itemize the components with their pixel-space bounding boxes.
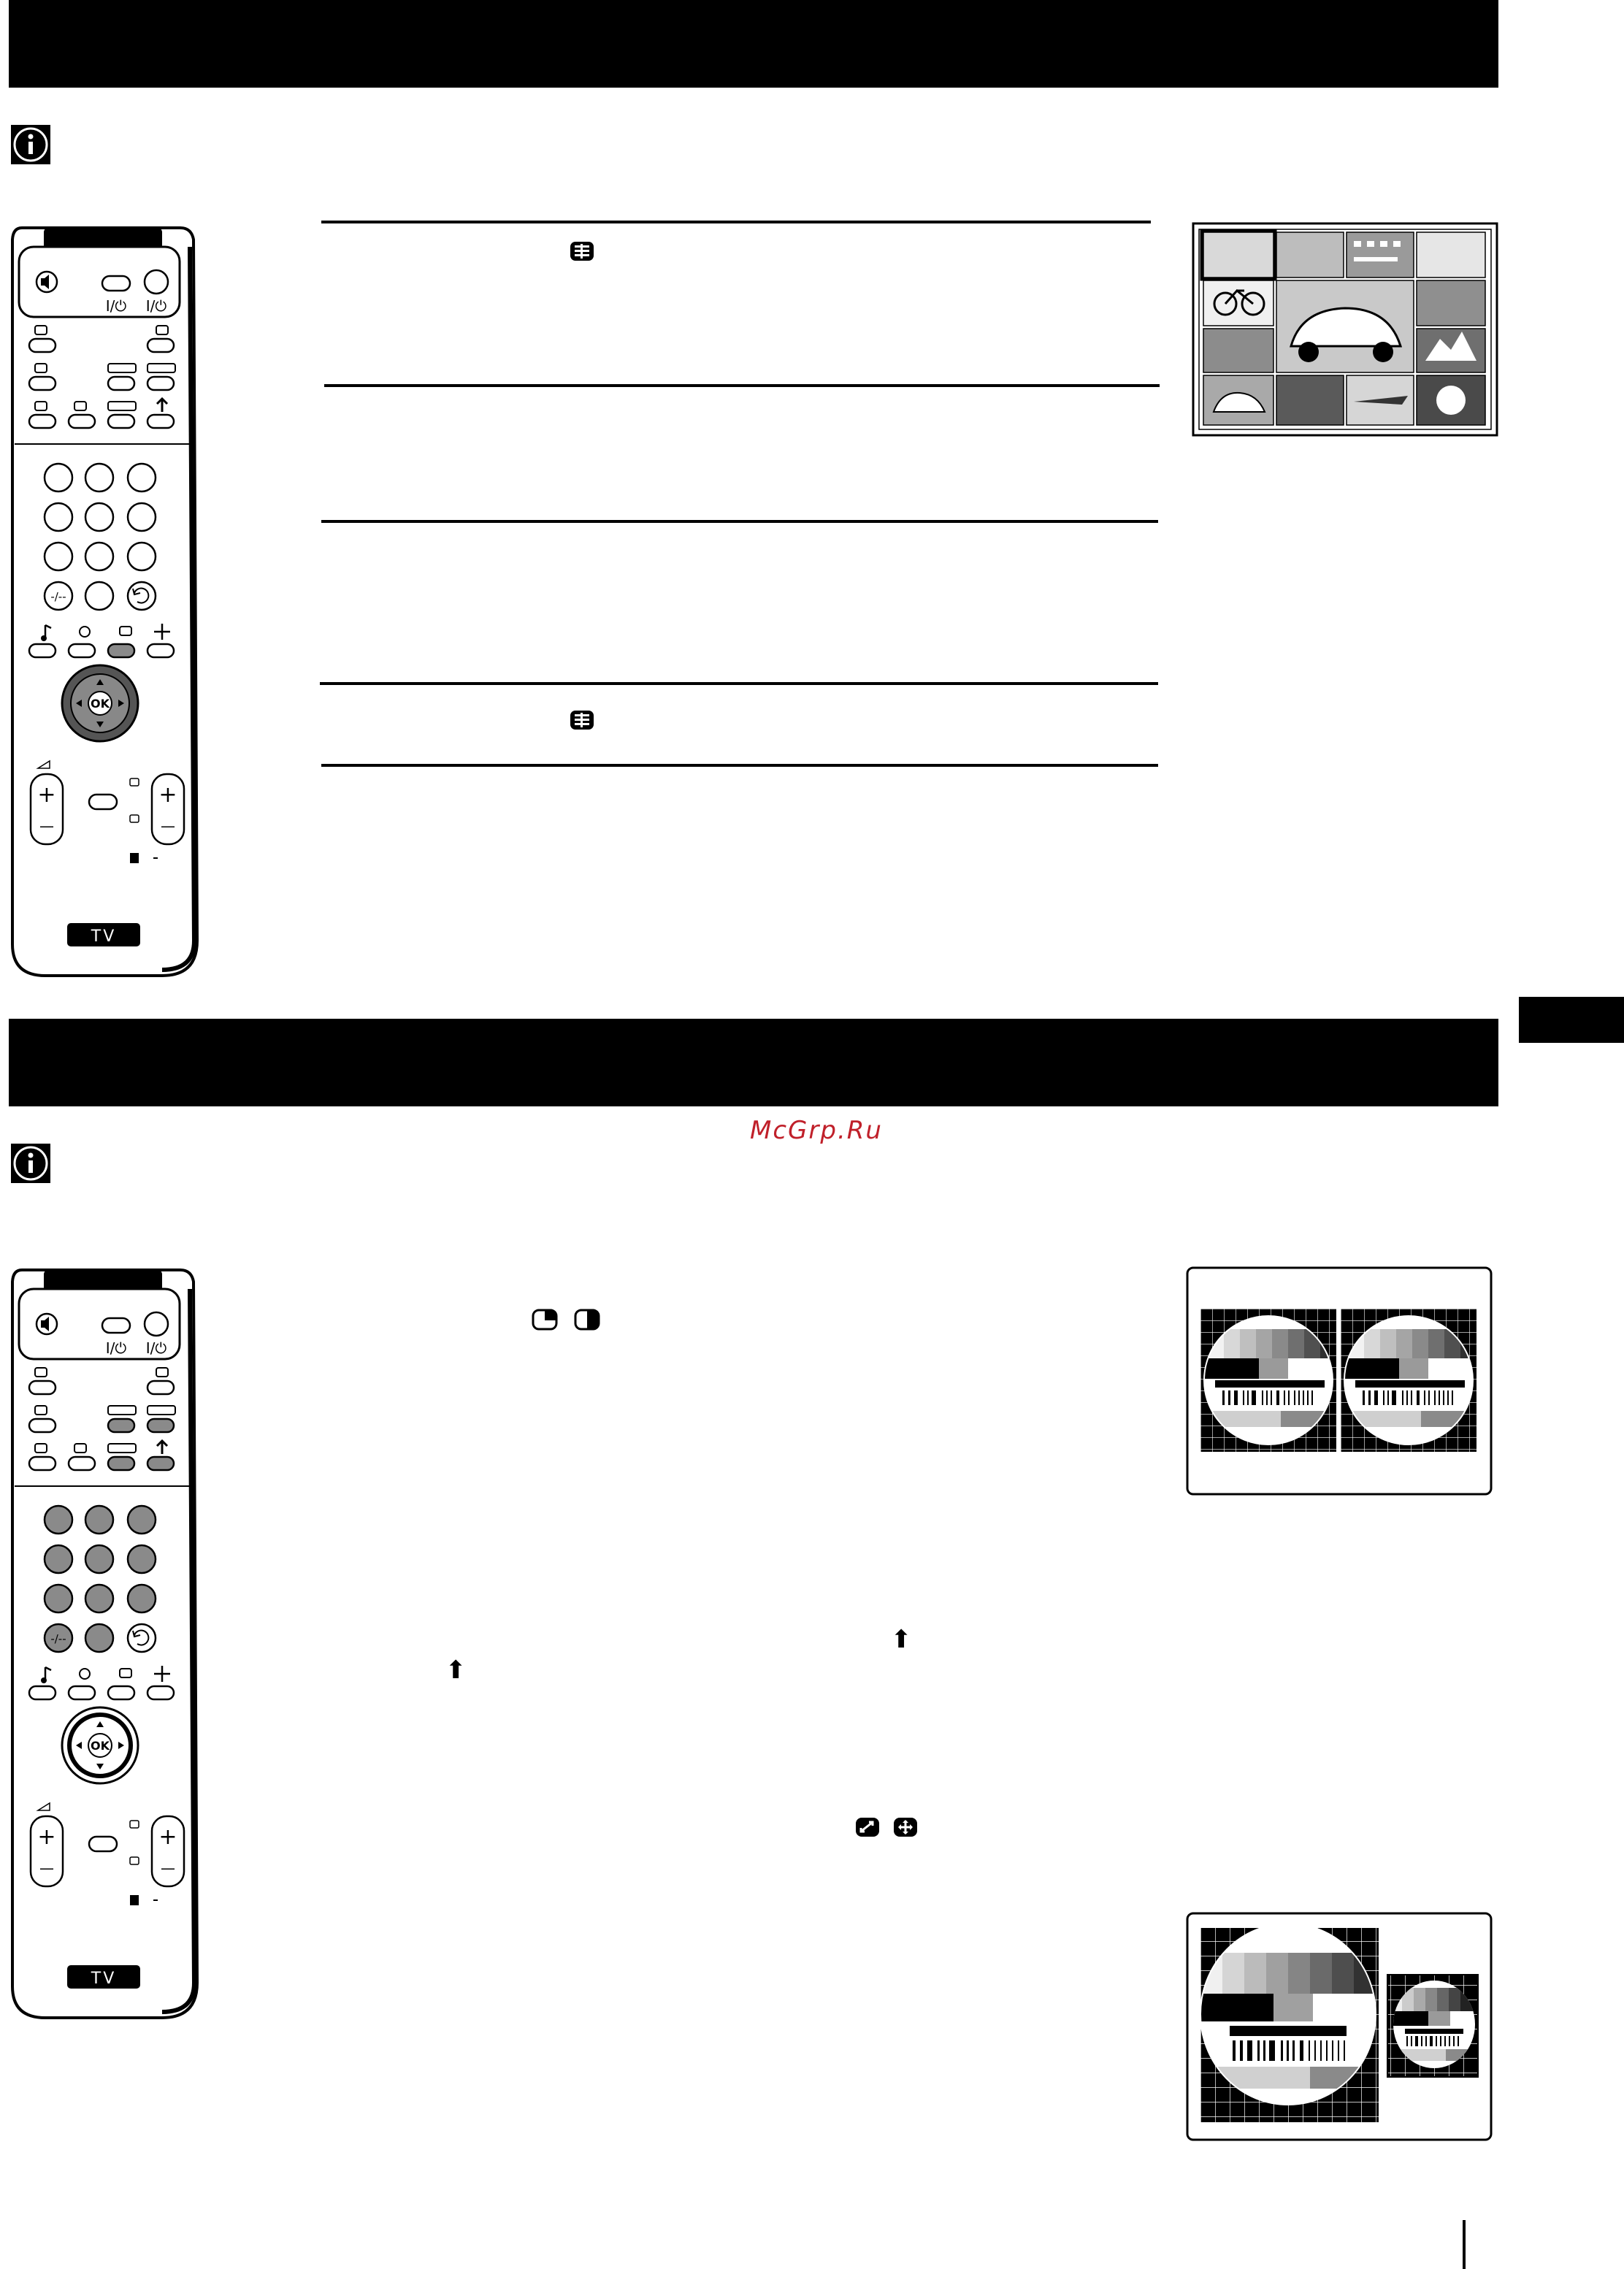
ok-label: OK bbox=[91, 697, 110, 711]
volume-minus-label: — bbox=[39, 817, 54, 835]
swap-icon bbox=[854, 1816, 881, 1838]
power-label-2: I/⏻ bbox=[145, 297, 167, 315]
volume-minus-label: — bbox=[39, 1859, 54, 1877]
picture-in-picture-icon bbox=[532, 1309, 558, 1331]
section-header-bar-top bbox=[9, 0, 1498, 88]
device-label: TV bbox=[91, 1970, 117, 1988]
split-screen-icon bbox=[574, 1309, 600, 1331]
remote-control-illustration bbox=[9, 225, 200, 979]
divider-rule bbox=[324, 384, 1160, 387]
program-minus-label: — bbox=[161, 817, 175, 835]
info-icon bbox=[10, 124, 51, 165]
digit-entry-label: -/-- bbox=[50, 1632, 66, 1645]
power-label: I/⏻ bbox=[105, 297, 127, 315]
volume-plus-label: + bbox=[37, 782, 56, 808]
split-screen-illustration bbox=[1186, 1266, 1493, 1496]
program-plus-label: + bbox=[158, 782, 177, 808]
teletext-icon bbox=[570, 241, 594, 261]
watermark-text: McGrp.Ru bbox=[750, 1116, 883, 1145]
divider-rule bbox=[321, 764, 1158, 767]
section-header-bar-middle bbox=[9, 1019, 1498, 1106]
position-icon bbox=[892, 1816, 919, 1838]
divider-rule bbox=[321, 520, 1158, 523]
program-plus-label: + bbox=[158, 1824, 177, 1850]
remote-control-illustration bbox=[9, 1267, 200, 2021]
divider-rule bbox=[320, 682, 1158, 685]
page-number-rule bbox=[1463, 2220, 1466, 2269]
divider-rule bbox=[321, 221, 1151, 223]
arrow-up-icon: ⬆ bbox=[445, 1656, 467, 1685]
arrow-up-icon: ⬆ bbox=[891, 1625, 912, 1654]
info-icon bbox=[10, 1143, 51, 1184]
teletext-icon bbox=[570, 710, 594, 730]
program-minus-label: — bbox=[161, 1859, 175, 1877]
volume-plus-label: + bbox=[37, 1824, 56, 1850]
picture-in-picture-illustration bbox=[1186, 1912, 1493, 2141]
device-label: TV bbox=[91, 927, 117, 946]
digit-entry-label: -/-- bbox=[50, 590, 66, 603]
multi-channel-index-illustration bbox=[1192, 222, 1498, 437]
ok-label: OK bbox=[91, 1739, 110, 1753]
chapter-side-tab bbox=[1519, 997, 1624, 1043]
power-label-2: I/⏻ bbox=[145, 1339, 167, 1357]
power-label: I/⏻ bbox=[105, 1339, 127, 1357]
